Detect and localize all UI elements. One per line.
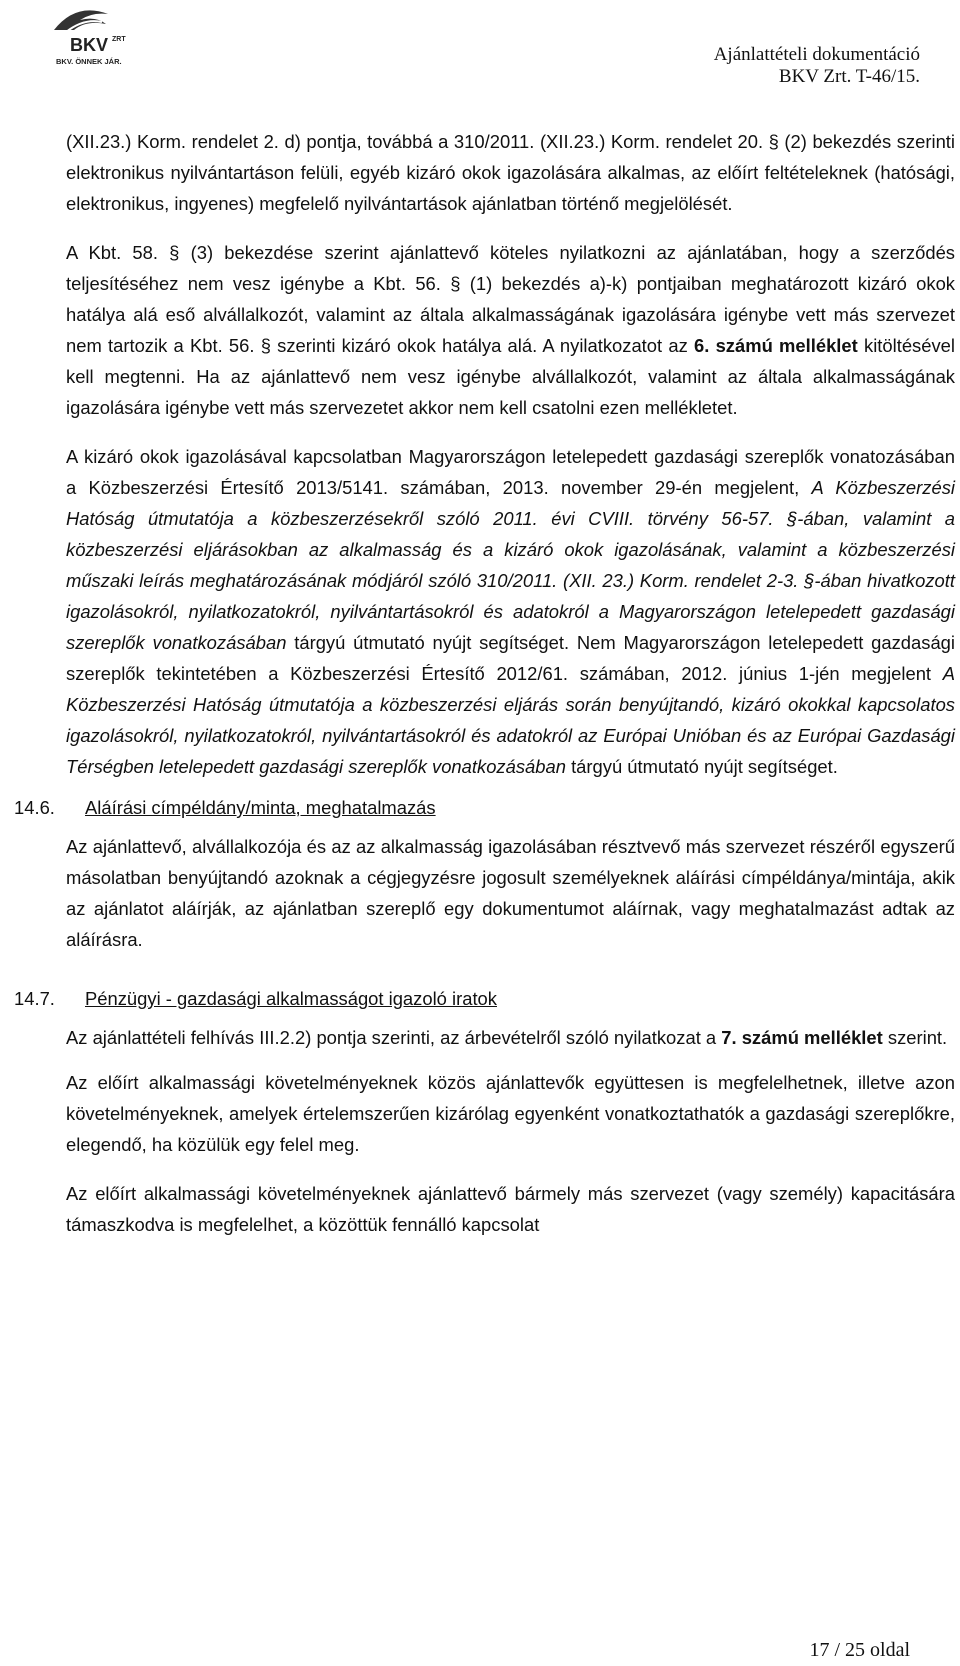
section-heading-14-6 (16, 792, 955, 823)
logo-sup: ZRT (112, 36, 126, 43)
section-number: 14.6. (14, 797, 55, 818)
paragraph-capacity-reliance: Az előírt alkalmassági követelményeknek ajánlattevő bármely más szervezet (vagy személy) kapacitására támaszkodva is megfelelhet, a közöttük fennálló kapcsolat (66, 1183, 955, 1235)
logo-name: BKV (70, 35, 109, 55)
section-title: Pénzügyi - gazdasági alkalmasságot igazoló iratok (85, 988, 497, 1009)
paragraph-revenue-statement: Az ajánlattételi felhívás III.2.2) pontja szerinti, az árbevételről szóló nyilatkozat a 7. számú melléklet szerint. (66, 1027, 948, 1048)
page-content (14, 126, 955, 1240)
paragraph-guidance: A kizáró okok igazolásával kapcsolatban Magyarországon letelepedett gazdasági szereplők vonatozásában a Közbeszerzési Értesítő 2013/5141. számában, 2013. november 29-én megjelent, A Közbeszerzési Hatóság útmutatója a közbeszerzésekről szóló 2011. évi CVIII. törvény 56-57. §-ában, valamint a közbeszerzési eljárásokban az alkalmasság és a kizáró okok igazolásának, valamint a közbeszerzési műszaki leírás meghatározásának módjáról szóló 310/2011. (XII. 23.) Korm. rendelet 2-3. §-ában hivatkozott igazolásokról, nyilatkozatokról, nyilvántartásokról és adatokról a Magyarországon letelepedett gazdasági szereplők vonatkozásában tárgyú útmutató nyújt segítséget. Nem Magyarországon letelepedett gazdasági szereplők tekintetében a Közbeszerzési Értesítő 2012/61. számában, 2012. június 1-jén megjelent A Közbeszerzési Hatóság útmutatója a közbeszerzési eljárás során benyújtandó, kizáró okokkal kapcsolatos igazolásokról, nyilatkozatokról, nyilvántartásokról és adatokról az Európai Unióban és az Európai Gazdasági Térségben letelepedett gazdasági szereplők vonatkozásában tárgyú útmutató nyújt segítséget. (66, 446, 955, 777)
page-header (0, 0, 960, 110)
bkv-logo (36, 4, 146, 70)
header-info (714, 44, 920, 88)
section-heading-14-7 (16, 983, 955, 1014)
section-number: 14.7. (14, 988, 55, 1009)
paragraph-exclusion-registers: (XII.23.) Korm. rendelet 2. d) pontja, továbbá a 310/2011. (XII.23.) Korm. rendelet 20. § (2) bekezdés szerinti elektronikus nyilvántartáson felüli, egyéb kizáró okok igazolására alkalmas, az előírt feltételeknek (hatósági, elektronikus, ingyenes) megfelelő nyilvántartások ajánlatban történő megjelölését. (66, 131, 955, 214)
doc-id: BKV Zrt. T-46/15. (778, 66, 920, 87)
doc-title: Ajánlattételi dokumentáció (713, 44, 920, 65)
paragraph-kbt-58: A Kbt. 58. § (3) bekezdése szerint ajánlattevő köteles nyilatkozni az ajánlatában, hogy a szerződés teljesítéséhez nem vesz igénybe a Kbt. 56. § (1) bekezdés a)-k) pontjaiban meghatározott kizáró okok hatálya alá eső alvállalkozót, valamint az általa alkalmasságának igazolására igénybe vett más szervezet nem tartozik a Kbt. 56. § szerinti kizáró okok hatálya alá. A nyilatkozatot az 6. számú melléklet kitöltésével kell megtenni. Ha az ajánlattevő nem vesz igénybe alvállalkozót, valamint az általa alkalmasságának igazolására igénybe vett más szervezetet akkor nem kell csatolni ezen mellékletet. (66, 242, 955, 418)
paragraph-signature-specimen: Az ajánlattevő, alvállalkozója és az az alkalmasság igazolásában résztvevő más szervezet részéről egyszerű másolatban benyújtandó azoknak a cégjegyzésre jogosult személyeknek aláírási címpéldánya/mintája, akik az ajánlatot aláírják, az ajánlatban szereplő egy dokumentumot aláírnak, vagy meghatalmazást adtak az aláírásra. (66, 836, 955, 950)
page-number: 17 / 25 oldal (809, 1639, 910, 1661)
logo-slogan: BKV. ÖNNEK JÁR. (56, 57, 122, 66)
paragraph-joint-bidders: Az előírt alkalmassági követelményeknek közös ajánlattevők együttesen is megfelelhetnek, illetve azon követelményeknek, amelyek értelemszerűen kizárólag egyenként vonatkoztathatók a gazdasági szereplőkre, elegendő, ha közülük egy felel meg. (66, 1072, 955, 1155)
section-title: Aláírási címpéldány/minta, meghatalmazás (85, 797, 436, 818)
